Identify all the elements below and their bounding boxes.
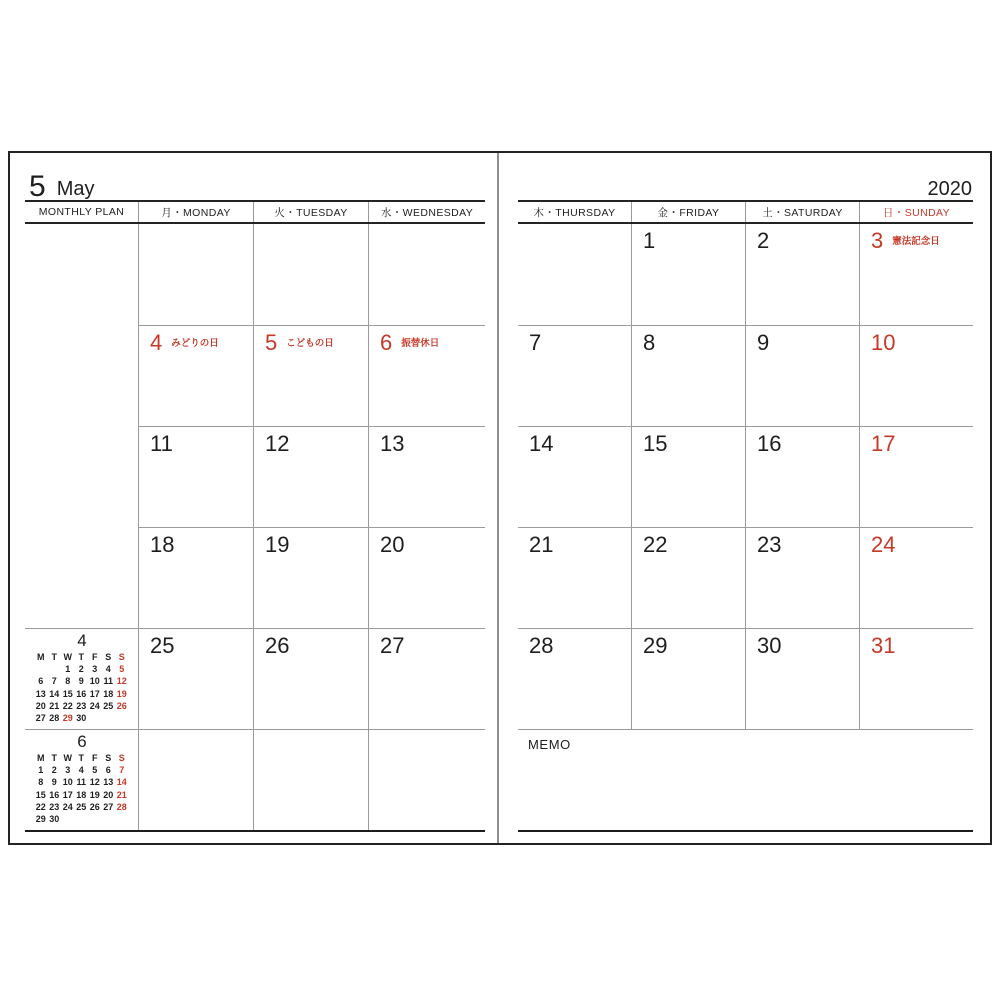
date-number: 23 xyxy=(757,532,782,557)
date-cell-content xyxy=(529,533,627,556)
mini-calendar-day: 28 xyxy=(116,802,127,813)
date-cell-content xyxy=(529,432,627,455)
mini-calendar-day: 7 xyxy=(119,765,125,776)
header-saturday: 土・SATURDAY xyxy=(745,202,859,222)
page-right xyxy=(518,153,973,832)
calendar-cell xyxy=(859,527,973,628)
mini-calendar-day: 4 xyxy=(105,664,111,675)
mini-calendar-april xyxy=(34,632,130,725)
mini-calendar-day: 28 xyxy=(49,713,60,724)
date-number: 30 xyxy=(757,633,782,658)
memo-section xyxy=(518,729,973,830)
monthly-plan-cell xyxy=(25,527,138,628)
monthly-plan-cell xyxy=(25,426,138,527)
calendar-cell xyxy=(368,628,485,729)
date-number: 19 xyxy=(265,532,290,557)
mini-calendar-day: 22 xyxy=(62,701,73,712)
monthly-plan-cell xyxy=(25,224,138,325)
calendar-cell xyxy=(518,224,631,325)
calendar-cell xyxy=(745,628,859,729)
mini-calendar-day: 29 xyxy=(62,713,73,724)
mini-calendar-day: 19 xyxy=(89,789,100,800)
date-number: 5 xyxy=(265,330,278,355)
calendar-cell xyxy=(631,325,745,426)
mini-calendar-day: 1 xyxy=(65,664,71,675)
mini-calendar-day: 27 xyxy=(103,802,114,813)
mini-calendar-april-cell xyxy=(25,628,138,729)
calendar-cell xyxy=(745,224,859,325)
date-cell-content xyxy=(150,634,249,657)
mini-calendar-dow: F xyxy=(92,752,98,763)
mini-calendar-day: 29 xyxy=(35,814,46,825)
mini-calendar-day: 12 xyxy=(116,676,127,687)
date-number: 11 xyxy=(150,431,173,456)
date-cell-content xyxy=(529,634,627,657)
date-number: 15 xyxy=(643,431,668,456)
calendar-cell xyxy=(745,325,859,426)
holiday-label: こどもの日 xyxy=(286,338,334,349)
monthly-plan-header: MONTHLY PLAN xyxy=(38,206,125,218)
date-cell-content xyxy=(871,533,969,556)
calendar-cell xyxy=(253,224,368,325)
date-number: 25 xyxy=(150,633,175,658)
mini-calendar-day: 26 xyxy=(116,701,127,712)
date-number: 27 xyxy=(380,633,405,658)
mini-calendar-day: 2 xyxy=(51,765,57,776)
mini-calendar-dow: S xyxy=(105,752,112,763)
date-cell-content xyxy=(150,331,249,354)
header-tuesday: 火・TUESDAY xyxy=(253,202,368,222)
left-title-zone xyxy=(25,153,485,203)
mini-calendar-day: 5 xyxy=(92,765,98,776)
date-number: 3 xyxy=(871,228,884,253)
mini-calendar-day: 26 xyxy=(89,802,100,813)
memo-label: MEMO xyxy=(528,737,571,752)
calendar-cell xyxy=(631,628,745,729)
mini-calendar-day: 10 xyxy=(62,777,73,788)
calendar-cell xyxy=(745,426,859,527)
date-number: 18 xyxy=(150,532,175,557)
calendar-cell xyxy=(138,628,253,729)
calendar-cell xyxy=(368,729,485,830)
mini-calendar-day: 17 xyxy=(89,688,100,699)
mini-calendar-day: 16 xyxy=(49,789,60,800)
header-friday: 金・FRIDAY xyxy=(631,202,745,222)
date-cell-content xyxy=(871,432,969,455)
calendar-cell xyxy=(631,426,745,527)
header-sunday: 日・SUNDAY xyxy=(859,202,973,222)
monthly-plan-cell xyxy=(25,325,138,426)
mini-calendar-day: 19 xyxy=(116,688,127,699)
year-label: 2020 xyxy=(927,178,972,200)
date-cell-content xyxy=(643,432,741,455)
mini-calendar-day: 18 xyxy=(103,688,114,699)
mini-calendar-day: 9 xyxy=(51,777,57,788)
date-number: 20 xyxy=(380,532,405,557)
mini-calendar-dow: T xyxy=(51,651,57,662)
mini-calendar-day: 16 xyxy=(76,688,87,699)
date-cell-content xyxy=(265,634,364,657)
holiday-label: 憲法記念日 xyxy=(892,236,940,247)
date-cell-content xyxy=(380,432,481,455)
date-number: 13 xyxy=(380,431,405,456)
left-day-header-row xyxy=(25,200,485,224)
mini-calendar-day: 11 xyxy=(76,777,86,788)
date-cell-content xyxy=(757,432,855,455)
mini-calendar-day: 15 xyxy=(62,688,73,699)
mini-calendar-month-number: 4 xyxy=(77,631,87,650)
calendar-cell xyxy=(138,426,253,527)
mini-calendar-month-number: 6 xyxy=(77,732,87,751)
calendar-cell xyxy=(138,224,253,325)
mini-calendar-day: 8 xyxy=(38,777,44,788)
date-cell-content xyxy=(643,331,741,354)
calendar-cell xyxy=(138,325,253,426)
mini-calendar-day: 10 xyxy=(89,676,100,687)
date-cell-content xyxy=(380,331,481,354)
mini-calendar-dow: T xyxy=(78,651,84,662)
date-cell-content xyxy=(643,533,741,556)
calendar-cell xyxy=(253,527,368,628)
mini-calendar-dow: W xyxy=(63,651,72,662)
mini-calendar-day: 7 xyxy=(51,676,57,687)
mini-calendar-day: 23 xyxy=(49,802,60,813)
month-number: 5 xyxy=(29,169,46,203)
mini-calendar-day: 6 xyxy=(105,765,111,776)
mini-calendar-day: 27 xyxy=(35,713,46,724)
date-number: 21 xyxy=(529,532,554,557)
right-title-zone xyxy=(518,153,973,200)
calendar-cell xyxy=(859,224,973,325)
calendar-cell xyxy=(859,628,973,729)
mini-calendar-day: 13 xyxy=(103,777,114,788)
date-cell-content xyxy=(380,634,481,657)
mini-calendar-grid xyxy=(34,651,130,725)
mini-calendar-day: 8 xyxy=(65,676,71,687)
mini-calendar-day: 11 xyxy=(103,676,113,687)
mini-calendar-day: 3 xyxy=(65,765,71,776)
calendar-cell xyxy=(138,729,253,830)
mini-calendar-day: 22 xyxy=(35,802,46,813)
date-number: 12 xyxy=(265,431,290,456)
header-monday: 月・MONDAY xyxy=(138,202,253,222)
page-left xyxy=(25,153,485,832)
date-cell-content xyxy=(265,533,364,556)
mini-calendar-day: 25 xyxy=(76,802,87,813)
date-cell-content xyxy=(871,229,969,252)
mini-calendar-june xyxy=(34,733,130,826)
mini-calendar-day: 25 xyxy=(103,701,114,712)
mini-calendar-june-cell xyxy=(25,729,138,830)
planner-spread xyxy=(8,151,992,845)
mini-calendar-day: 3 xyxy=(92,664,98,675)
date-cell-content xyxy=(150,432,249,455)
calendar-cell xyxy=(518,325,631,426)
date-cell-content xyxy=(380,533,481,556)
mini-calendar-day: 21 xyxy=(116,789,127,800)
mini-calendar-day: 15 xyxy=(35,789,46,800)
date-number: 26 xyxy=(265,633,290,658)
date-cell-content xyxy=(757,229,855,252)
calendar-cell xyxy=(253,325,368,426)
mini-calendar-day: 1 xyxy=(38,765,44,776)
mini-calendar-day: 5 xyxy=(119,664,125,675)
mini-calendar-grid xyxy=(34,752,130,826)
date-number: 24 xyxy=(871,532,896,557)
calendar-cell xyxy=(518,628,631,729)
calendar-cell xyxy=(138,527,253,628)
calendar-cell xyxy=(253,729,368,830)
mini-calendar-day: 23 xyxy=(76,701,87,712)
calendar-cell xyxy=(368,426,485,527)
date-number: 29 xyxy=(643,633,668,658)
date-number: 1 xyxy=(643,228,656,253)
date-number: 7 xyxy=(529,330,542,355)
date-number: 2 xyxy=(757,228,770,253)
calendar-cell xyxy=(368,325,485,426)
calendar-cell xyxy=(631,224,745,325)
date-number: 8 xyxy=(643,330,656,355)
date-cell-content xyxy=(871,331,969,354)
date-cell-content xyxy=(150,533,249,556)
date-number: 31 xyxy=(871,633,896,658)
date-cell-content xyxy=(265,331,364,354)
date-cell-content xyxy=(265,432,364,455)
calendar-cell xyxy=(518,527,631,628)
mini-calendar-dow: S xyxy=(118,651,125,662)
mini-calendar-day: 30 xyxy=(49,814,60,825)
date-number: 6 xyxy=(380,330,393,355)
date-number: 17 xyxy=(871,431,896,456)
mini-calendar-day: 9 xyxy=(78,676,84,687)
date-cell-content xyxy=(529,331,627,354)
mini-calendar-day: 13 xyxy=(35,688,46,699)
mini-calendar-day: 18 xyxy=(76,789,87,800)
date-cell-content xyxy=(757,634,855,657)
date-cell-content xyxy=(757,331,855,354)
date-number: 16 xyxy=(757,431,782,456)
mini-calendar-day: 14 xyxy=(49,688,60,699)
mini-calendar-dow: T xyxy=(78,752,84,763)
date-number: 4 xyxy=(150,330,163,355)
calendar-cell xyxy=(745,527,859,628)
date-number: 14 xyxy=(529,431,554,456)
mini-calendar-dow: T xyxy=(51,752,57,763)
mini-calendar-day: 24 xyxy=(89,701,100,712)
right-day-header-row xyxy=(518,200,973,224)
mini-calendar-day: 14 xyxy=(116,777,127,788)
calendar-cell xyxy=(518,426,631,527)
calendar-cell xyxy=(859,325,973,426)
date-number: 10 xyxy=(871,330,896,355)
header-thursday: 木・THURSDAY xyxy=(533,206,616,219)
date-number: 28 xyxy=(529,633,554,658)
calendar-cell xyxy=(631,527,745,628)
mini-calendar-day: 2 xyxy=(78,664,84,675)
date-cell-content xyxy=(757,533,855,556)
holiday-label: 振替休日 xyxy=(401,338,440,349)
mini-calendar-dow: S xyxy=(118,752,125,763)
mini-calendar-dow: F xyxy=(92,651,98,662)
mini-calendar-day: 17 xyxy=(62,789,73,800)
mini-calendar-day: 20 xyxy=(103,789,114,800)
mini-calendar-day: 6 xyxy=(38,676,44,687)
mini-calendar-dow: W xyxy=(63,752,72,763)
page-gutter-divider xyxy=(497,153,499,843)
date-number: 9 xyxy=(757,330,770,355)
date-cell-content xyxy=(871,634,969,657)
mini-calendar-day: 30 xyxy=(76,713,87,724)
right-calendar-grid xyxy=(518,224,973,832)
left-calendar-grid xyxy=(25,224,485,832)
date-number: 22 xyxy=(643,532,668,557)
holiday-label: みどりの日 xyxy=(171,338,219,349)
mini-calendar-day: 21 xyxy=(49,701,60,712)
date-cell-content xyxy=(643,229,741,252)
mini-calendar-day: 4 xyxy=(78,765,84,776)
mini-calendar-day: 20 xyxy=(35,701,46,712)
header-wednesday: 水・WEDNESDAY xyxy=(368,202,485,222)
mini-calendar-day: 12 xyxy=(89,777,100,788)
mini-calendar-dow: M xyxy=(37,752,45,763)
calendar-cell xyxy=(253,628,368,729)
mini-calendar-dow: S xyxy=(105,651,112,662)
date-cell-content xyxy=(643,634,741,657)
calendar-cell xyxy=(368,527,485,628)
calendar-cell xyxy=(368,224,485,325)
calendar-cell xyxy=(859,426,973,527)
mini-calendar-dow: M xyxy=(37,651,45,662)
calendar-cell xyxy=(253,426,368,527)
mini-calendar-day: 24 xyxy=(62,802,73,813)
month-name: May xyxy=(56,178,95,200)
